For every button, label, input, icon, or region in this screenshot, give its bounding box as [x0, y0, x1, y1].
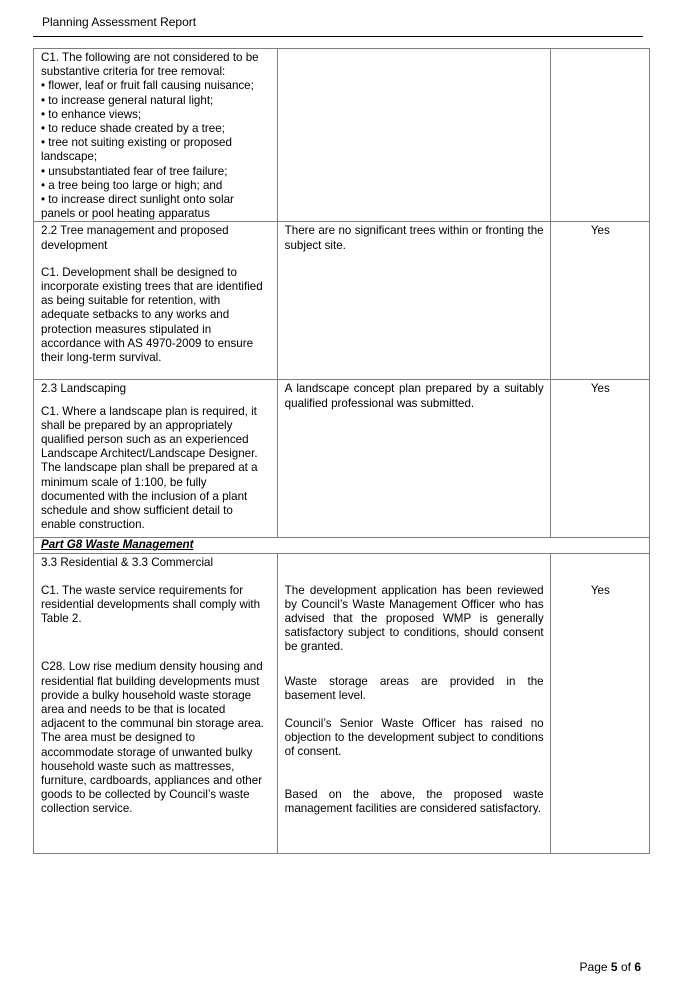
comment-cell — [277, 380, 550, 538]
section-row-waste-management — [34, 538, 650, 553]
page-number — [580, 960, 641, 974]
control-cell — [34, 222, 278, 380]
criteria-line: • to reduce shade created by a tree; — [41, 122, 225, 136]
criteria-line: • tree not suiting existing or proposed — [41, 136, 232, 150]
complies-value: Yes — [590, 382, 610, 396]
page-current: 5 — [610, 960, 618, 974]
complies-cell — [550, 553, 649, 853]
criteria-line: • to increase direct sunlight onto solar — [41, 193, 234, 207]
criteria-line: C1. The following are not considered to be — [41, 51, 259, 64]
table-row-tree-removal-criteria — [34, 49, 650, 222]
table-row-tree-management — [34, 222, 650, 380]
control-text: C1. Development shall be designed to incorporate existing trees that are identified as being suitable for retention, with adequate setbacks to any works and protection measures stipulated in accordance with AS 4970-2009 to ensure their long-term survival. — [41, 265, 263, 365]
criteria-line: • to increase general natural light; — [41, 93, 214, 107]
header-rule — [33, 36, 643, 37]
control-text-c28: C28. Low rise medium density housing and residential flat building developments must provide a bulky household waste storage area and needs to be that is located adjacent to the communal bin storage area. The area must be designed to accommodate storage of unwanted bulky household waste such as mattresses, furniture, cardboards, appliances and other goods to be collected by Council’s waste collection service. — [41, 660, 264, 816]
page-label: Page — [579, 960, 608, 974]
comment-text: There are no significant trees within or fronting the subject site. — [284, 224, 544, 252]
page-of: of — [620, 960, 631, 974]
criteria-line: substantive criteria for tree removal: — [41, 65, 226, 79]
comment-text-2: Waste storage areas are provided in the basement level. — [284, 674, 544, 702]
report-header-title: Planning Assessment Report — [42, 15, 197, 29]
complies-cell — [550, 49, 649, 222]
control-cell — [34, 380, 278, 538]
criteria-line: • flower, leaf or fruit fall causing nuisance; — [41, 79, 254, 93]
control-heading: 3.3 Residential & 3.3 Commercial — [41, 555, 214, 569]
control-heading: 2.3 Landscaping — [41, 382, 127, 396]
comment-text-1: The development application has been reviewed by Council’s Waste Management Officer who has advised that the proposed WMP is generally satisfactory subject to conditions, should consent be granted. — [284, 583, 544, 654]
criteria-line: • unsubstantiated fear of tree failure; — [41, 164, 228, 178]
control-text-c1: C1. The waste service requirements for residential developments shall comply with Table 2. — [41, 583, 261, 626]
table-row-landscaping — [34, 380, 650, 538]
criteria-line: panels or pool heating apparatus — [41, 207, 210, 221]
criteria-line: • to enhance views; — [41, 107, 142, 121]
complies-value: Yes — [590, 583, 610, 597]
control-heading: 2.2 Tree management and proposed development — [41, 224, 229, 252]
assessment-table — [33, 48, 650, 854]
criteria-list — [41, 51, 271, 221]
table-row-waste-requirements — [34, 553, 650, 853]
comment-cell — [277, 553, 550, 853]
complies-value: Yes — [590, 224, 610, 238]
complies-cell — [550, 380, 649, 538]
section-title: Part G8 Waste Management — [41, 538, 194, 552]
section-cell — [34, 538, 650, 553]
control-text: C1. Where a landscape plan is required, it shall be prepared by an appropriately qualified person such as an experienced Landscape Architect/Landscape Designer. The landscape plan shall be prepared at a minimum scale of 1:100, be fully documented with the inclusion of a plant schedule and show sufficient detail to enable construction. — [41, 404, 258, 532]
comment-cell — [277, 49, 550, 222]
complies-cell — [550, 222, 649, 380]
comment-text-3: Council’s Senior Waste Officer has raised no objection to the development subject to conditions of consent. — [284, 717, 544, 759]
criteria-line: landscape; — [41, 150, 98, 164]
criteria-line: • a tree being too large or high; and — [41, 178, 223, 192]
comment-text-4: Based on the above, the proposed waste management facilities are considered satisfactory. — [284, 787, 544, 815]
comment-text: A landscape concept plan prepared by a suitably qualified professional was submitted. — [284, 382, 544, 410]
control-cell — [34, 49, 278, 222]
page-total: 6 — [634, 960, 641, 974]
control-cell — [34, 553, 278, 853]
comment-cell — [277, 222, 550, 380]
